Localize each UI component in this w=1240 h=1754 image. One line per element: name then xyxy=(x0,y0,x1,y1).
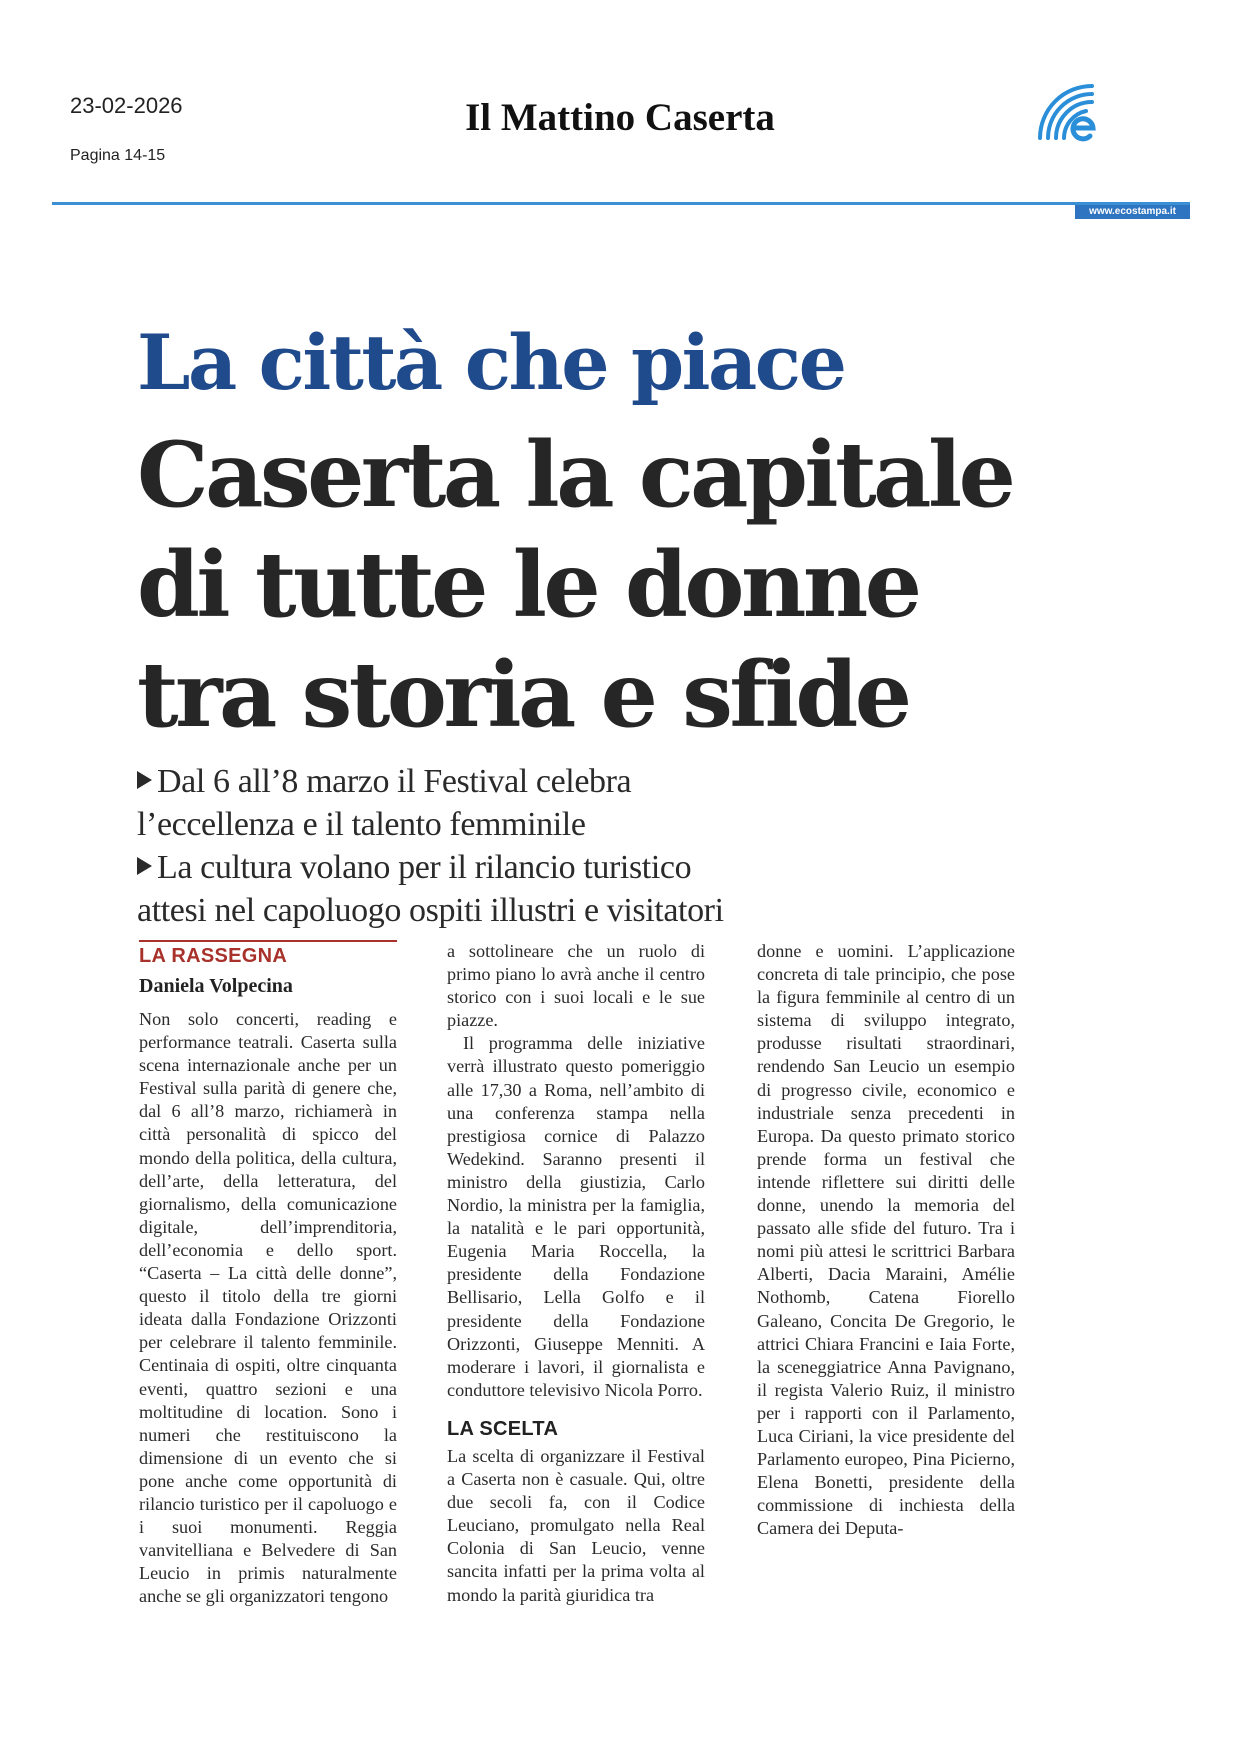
subhead-line: l’eccellenza e il talento femminile xyxy=(137,806,586,843)
triangle-bullet-icon xyxy=(137,771,152,789)
paragraph: donne e uomini. L’applicazione concreta di tale principio, che pose la figura femminile al centro di un sistema di sviluppo integrato, produsse risultati straordinari, rendendo San Leucio un esempio di progresso civile, economico e industriale senza precedenti in Europa. Da questo primato storico prende forma un festival che intende riflettere sui diritti delle donne, unendo la memoria del passato alle sfide del futuro. Tra i nomi più attesi le scrittrici Barbara Alberti, Dacia Maraini, Amélie Nothomb, Catena Fiorello Galeano, Concita De Gregorio, le attrici Chiara Francini e Iaia Forte, la sceneggiatrice Anna Pavignano, il regista Valerio Ruiz, il ministro per i rapporti con il Parlamento, Luca Ciriani, la vice presidente del Parlamento europeo, Pina Picierno, Elena Bonetti, presidente della commissione di inchiesta della Camera dei Deputa- xyxy=(757,941,1015,1539)
clipping-date: 23-02-2026 xyxy=(70,93,183,118)
article-column-2 xyxy=(447,940,705,1607)
page-number: Pagina 14-15 xyxy=(70,147,166,164)
paragraph: Il programma delle iniziative verrà illustrato questo pomeriggio alle 17,30 a Roma, nell’ambito di una conferenza stampa nella prestigiosa cornice di Palazzo Wedekind. Saranno presenti il ministro della giustizia, Carlo Nordio, la ministra per la famiglia, la natalità e le pari opportunità, Eugenia Maria Roccella, la presidente della Fondazione Bellisario, Lella Golfo e il presidente della Fondazione Orizzonti, Giuseppe Menniti. A moderare i lavori, il giornalista e conduttore televisivo Nicola Porro. xyxy=(447,1033,705,1400)
article-column-1 xyxy=(139,1008,397,1608)
site-url[interactable]: www.ecostampa.it xyxy=(1075,205,1190,219)
headline-line: di tutte le donne xyxy=(137,532,919,638)
triangle-bullet-icon xyxy=(137,857,152,875)
paragraph: La scelta di organizzare il Festival a Caserta non è casuale. Qui, oltre due secoli fa, con il Codice Leuciano, promulgato nella Real Colonia di San Leucio, venne sancita infatti per la prima volta al mondo la parità giuridica tra xyxy=(447,1445,705,1605)
subhead-line: La cultura volano per il rilancio turistico xyxy=(157,849,692,886)
headline xyxy=(137,420,1012,750)
subhead-1 xyxy=(137,760,724,803)
ecostampa-logo-icon xyxy=(1030,76,1102,148)
section-label-2: LA SCELTA xyxy=(447,1417,559,1440)
publication-name: Il Mattino Caserta xyxy=(465,96,775,139)
subhead-line: Dal 6 all’8 marzo il Festival celebra xyxy=(157,763,632,800)
paragraph: Non solo concerti, reading e performance teatrali. Caserta sulla scena internazionale anche per un Festival sulla parità di genere che, dal 6 all’8 marzo, richiamerà in città personalità di spicco del mondo della politica, della cultura, dell’arte, della letteratura, del giornalismo, della comunicazione digitale, dell’imprenditoria, dell’economia e dello sport. “Caserta – La città delle donne”, questo il titolo della tre giorni ideata dalla Fondazione Orizzonti per celebrare il talento femminile. Centinaia di ospiti, oltre cinquanta eventi, quattro sezioni e una moltitudine di location. Sono i numeri che restituiscono la dimensione di un evento che si pone anche come opportunità di rilancio turistico per il capoluogo e i suoi monumenti. Reggia vanvitelliana e Belvedere di San Leucio in primis naturalmente anche se gli organizzatori tengono xyxy=(139,1009,397,1607)
section-rule xyxy=(139,940,397,942)
kicker-title: La città che piace xyxy=(137,318,845,407)
subhead-2 xyxy=(137,846,724,889)
paragraph: a sottolineare che un ruolo di primo piano lo avrà anche il centro storico con i suoi locali e le sue piazze. xyxy=(447,941,705,1031)
subhead-line: attesi nel capoluogo ospiti illustri e visitatori xyxy=(137,892,724,929)
article-column-3 xyxy=(757,940,1015,1540)
subheadings xyxy=(137,760,724,932)
headline-line: Caserta la capitale xyxy=(137,422,1013,528)
author-byline: Daniela Volpecina xyxy=(139,975,293,997)
section-label: LA RASSEGNA xyxy=(139,945,288,967)
header-rule xyxy=(52,202,1190,205)
headline-line: tra storia e sfide xyxy=(137,642,909,748)
